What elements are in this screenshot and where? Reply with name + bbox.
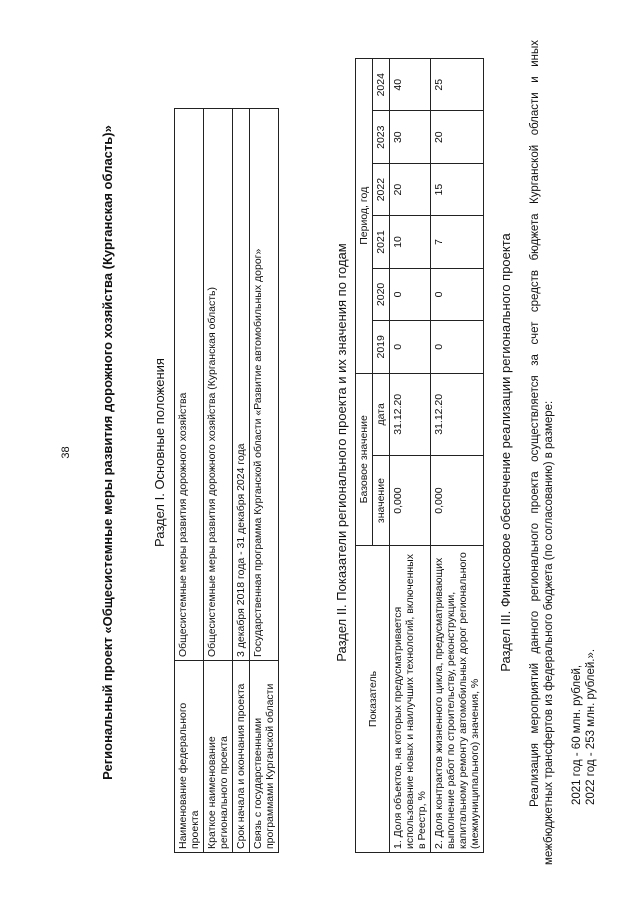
section1-heading: Раздел I. Основные положения [152,358,167,547]
indicators-table [355,58,484,853]
year-value: 20 [431,111,484,163]
table-header-row [356,59,373,853]
year-value: 0 [390,268,431,320]
indicator-name: 2. Доля контрактов жизненного цикла, предусматривающих выполнение работ по строительству, реконструкции, капитальному ремонту автомобильных дорог регионального (межмуниципального) значения, % [431,546,484,853]
row-key: Связь с государственными программами Курганской области [250,661,279,853]
row-value: 3 декабря 2018 года - 31 декабря 2024 года [233,109,250,661]
year-value: 10 [390,216,431,268]
year-value: 40 [390,59,431,111]
header-period: Период, год [356,59,373,374]
year-value: 30 [390,111,431,163]
header-year: 2023 [373,111,390,163]
year-value: 0 [390,321,431,373]
row-key: Краткое наименование регионального проекта [204,661,233,853]
table-row [390,59,431,853]
year-value: 0 [431,321,484,373]
row-value: Государственная программа Курганской области «Развитие автомобильных дорог» [250,109,279,661]
table-row [175,109,204,853]
financing-amount-2021: 2021 год - 60 млн. рублей, [571,664,583,805]
table-row [233,109,250,853]
year-value: 15 [431,163,484,215]
header-year: 2024 [373,59,390,111]
financing-amount-2022: 2022 год - 253 млн. рублей.». [585,648,597,805]
row-value: Общесистемные меры развития дорожного хозяйства [175,109,204,661]
header-base-date-sub: дата [373,373,390,456]
document-title: Региональный проект «Общесистемные меры развития дорожного хозяйства (Курганская область)» [100,125,115,780]
table-row [431,59,484,853]
year-value: 7 [431,216,484,268]
table-row [250,109,279,853]
main-provisions-table [174,108,279,853]
header-indicator: Показатель [356,546,390,853]
year-value: 20 [390,163,431,215]
base-date: 31.12.20 [390,373,431,456]
row-key: Наименование федерального проекта [175,661,204,853]
table-row [204,109,233,853]
page-number: 38 [60,446,72,459]
row-value: Общесистемные меры развития дорожного хозяйства (Курганская область) [204,109,233,661]
section3-heading: Раздел III. Финансовое обеспечение реализации регионального проекта [498,233,513,672]
year-value: 25 [431,59,484,111]
header-year: 2019 [373,321,390,373]
indicator-name: 1. Доля объектов, на которых предусматривается использование новых и наилучших технологий, включенных в Реестр, % [390,546,431,853]
header-year: 2022 [373,163,390,215]
header-year: 2021 [373,216,390,268]
row-key: Срок начала и окончания проекта [233,661,250,853]
financing-paragraph: Реализация мероприятий данного регионального проекта осуществляется за счет средств бюджета Курганской области и иных межбюджетных трансфертов из федерального бюджета (по согласованию) в размере: [529,40,555,865]
base-value: 0,000 [390,456,431,546]
base-date: 31.12.20 [431,373,484,456]
base-value: 0,000 [431,456,484,546]
header-base-value-sub: значение [373,456,390,546]
section2-heading: Раздел II. Показатели регионального проекта и их значения по годам [334,243,349,662]
header-year: 2020 [373,268,390,320]
year-value: 0 [431,268,484,320]
header-base-value: Базовое значение [356,373,373,545]
